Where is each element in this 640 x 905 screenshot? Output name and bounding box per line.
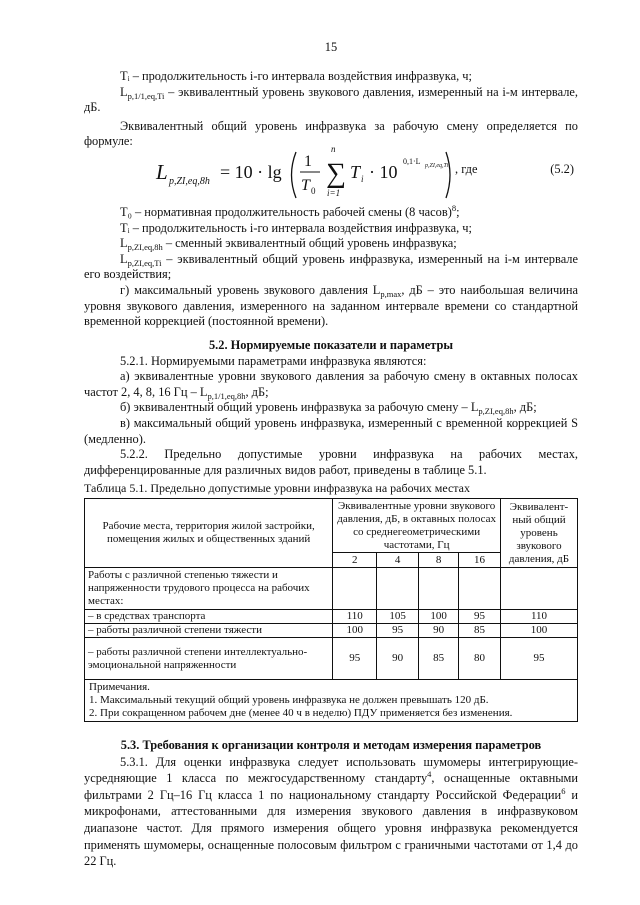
value-cell: 95: [459, 610, 501, 624]
fraction-numerator: 1: [304, 153, 312, 170]
empty-cell: [501, 568, 578, 610]
empty-cell: [419, 568, 459, 610]
item-g: [84, 283, 578, 330]
value-cell: 95: [333, 638, 377, 680]
value-cell: 85: [419, 638, 459, 680]
formula-term: T: [350, 162, 361, 182]
def-lp-interval: [84, 85, 578, 116]
value-cell: 80: [459, 638, 501, 680]
page-number: 15: [324, 40, 338, 54]
value-cell: 90: [419, 624, 459, 638]
def-t0: [84, 205, 578, 221]
footnote-ref: 8: [451, 203, 457, 213]
freq-header: 2: [333, 553, 377, 568]
table-header-row: [85, 499, 578, 553]
formula-number: (5.2): [550, 162, 574, 176]
item-b: [84, 400, 578, 416]
item-v: в) максимальный общий уровень инфразвука, измеренный с временной коррекцией S (медленно).: [84, 415, 578, 446]
section-5-2: [84, 338, 578, 478]
formula-lhs: L: [156, 160, 168, 184]
def-ti-2: Tᵢ – продолжительность i-го интервала воздействия инфразвука, ч;: [120, 220, 472, 235]
table-row: [85, 624, 578, 638]
value-cell: 110: [333, 610, 377, 624]
formula-exponent-sub: p,ZI,eq,Ti: [425, 163, 449, 169]
paragraph-text: , оснащенные октавными фильтрами 2 Гц–16 Гц класса 1 по национальному стандарту Российской Федерации: [84, 771, 578, 802]
formula-where: , где: [455, 162, 478, 176]
item-text: б) эквивалентный общий уровень инфразвука за рабочую смену – L: [120, 400, 479, 415]
value-cell: 105: [377, 610, 419, 624]
group-label: Работы с различной степенью тяжести и напряженности трудового процесса на рабочих местах:: [85, 568, 333, 610]
formula-intro: Эквивалентный общий уровень инфразвука за рабочую смену определяется по формуле:: [84, 118, 578, 149]
norms-table: [84, 498, 578, 722]
freq-header: 8: [419, 553, 459, 568]
symbol-subscript: p,1/1,eq,Ti: [127, 90, 165, 101]
item-text: , дБ – это наибольшая величина уровня звукового давления, измеренного на заданном интервале времени со стандартной временной коррекцией (постоянной времени).: [84, 282, 578, 329]
freq-header: 4: [377, 553, 419, 568]
formula-graphic: [154, 140, 454, 204]
item-text: , дБ;: [245, 384, 269, 399]
section-5-2-heading: 5.2. Нормируемые показатели и параметры: [208, 338, 454, 352]
formula-power-base: · 10: [369, 162, 398, 182]
para-5-2-2: 5.2.2. Предельно допустимые уровни инфразвука на рабочих местах, дифференцированные для различных видов работ, приведены в таблице 5.1.: [84, 447, 578, 477]
top-definitions: [84, 69, 578, 150]
sum-sign: ∑: [326, 158, 346, 189]
def-ti: Tᵢ – продолжительность i-го интервала воздействия инфразвука, ч;: [120, 69, 472, 83]
value-cell: 85: [459, 624, 501, 638]
def-lti: [84, 252, 578, 283]
symbol-subscript: p,ZI,eq,Ti: [127, 257, 162, 268]
definition-text: – сменный эквивалентный общий уровень инфразвука;: [162, 236, 457, 251]
definition-text: – эквивалентный общий уровень инфразвука, измеренный на i-м интервале его воздействия;: [84, 251, 578, 282]
paragraph-text: и микрофонами, аттестованными для измерения звукового давления в инфразвуковом диапазоне частот. Для прямого измерения общего уровня инфразвука рекомендуется применять шумомеры, оснащенные полосовым фильтром с граничными частотами от 1,4 до 22 Гц.: [84, 787, 579, 869]
footnote-ref: 6: [561, 785, 566, 796]
item-text: г) максимальный уровень звукового давления L: [120, 282, 381, 297]
symbol-subscript: p,ZI,eq,8h: [127, 242, 163, 253]
freq-header: 16: [459, 553, 501, 568]
left-paren: [292, 152, 297, 198]
formula-definitions: [84, 205, 578, 330]
empty-cell: [459, 568, 501, 610]
total-cell: 95: [501, 638, 578, 680]
table-group-row: [85, 568, 578, 610]
formula-equals: = 10 · lg: [220, 162, 282, 182]
value-cell: 100: [333, 624, 377, 638]
symbol: L: [120, 84, 128, 99]
row-label: – работы различной степени тяжести: [85, 624, 333, 638]
symbol: L: [120, 251, 128, 266]
table-row: [85, 638, 578, 680]
item-a: [84, 369, 578, 400]
definition-text: T₀ – нормативная продолжительность рабочей смены (8 часов): [120, 205, 452, 219]
total-cell: 110: [501, 610, 578, 624]
table-notes-row: [85, 680, 578, 722]
formula-exponent: 0,1·L: [403, 157, 421, 166]
symbol: L: [120, 236, 128, 251]
definition-text: – эквивалентный уровень звукового давления, измеренный на i-м интервале, дБ.: [84, 84, 578, 115]
formula-5-2: [84, 140, 578, 204]
symbol-subscript: p,max: [380, 288, 402, 299]
sum-lower-limit: i=1: [327, 188, 341, 198]
para-5-3-1: [84, 754, 578, 870]
section-5-3-heading: 5.3. Требования к организации контроля и методам измерения параметров: [120, 738, 542, 752]
paragraph-text: 5.3.1. Для оценки инфразвука следует использовать шумомеры интегрирующие-усредняющие 1 класса по межгосударственному стандарту: [84, 754, 578, 786]
value-cell: 100: [419, 610, 459, 624]
item-text: , дБ;: [513, 400, 537, 415]
footnote-ref: 4: [427, 769, 432, 780]
header-total-level: Эквивалент-ный общий уровень звукового давления, дБ: [501, 499, 578, 568]
value-cell: 95: [377, 624, 419, 638]
para-5-2-1: 5.2.1. Нормируемыми параметрами инфразвука являются:: [120, 353, 427, 368]
empty-cell: [333, 568, 377, 610]
table-notes: [85, 680, 578, 722]
total-cell: 100: [501, 624, 578, 638]
empty-cell: [377, 568, 419, 610]
table-row: [85, 610, 578, 624]
def-l8h: [84, 236, 578, 252]
formula-term-sub: i: [361, 174, 364, 184]
fraction-denominator-sub: 0: [311, 186, 316, 196]
row-label: – в средствах транспорта: [85, 610, 333, 624]
note-2: 2. При сокращенном рабочем дне (менее 40 ч в неделю) ПДУ применяется без изменения.: [89, 707, 513, 719]
punctuation: ;: [456, 205, 460, 219]
notes-title: Примечания.: [89, 681, 150, 693]
formula-lhs-sub: p,ZI,eq,8h: [169, 176, 210, 187]
symbol-subscript: p,1/1,eq,8h: [207, 390, 246, 401]
row-label: – работы различной степени интеллектуально-эмоциональной напряженности: [85, 638, 333, 680]
symbol-subscript: p,ZI,eq,8h: [478, 406, 514, 417]
header-workplaces: Рабочие места, территория жилой застройки, помещения жилых и общественных зданий: [85, 499, 333, 568]
fraction-denominator: T: [301, 177, 310, 194]
value-cell: 90: [377, 638, 419, 680]
right-paren: [446, 152, 450, 198]
section-5-3: [84, 738, 578, 870]
header-octave-levels: Эквивалентные уровни звукового давления, дБ, в октавных полосах со среднегеометрическими частотами, Гц: [333, 499, 501, 553]
sum-upper-limit: n: [331, 144, 336, 154]
item-text: а) эквивалентные уровни звукового давления за рабочую смену в октавных полосах частот 2, 4, 8, 16 Гц – L: [84, 369, 578, 399]
note-1: 1. Максимальный текущий общий уровень инфразвука не должен превышать 120 дБ.: [89, 694, 489, 706]
table-caption: Таблица 5.1. Предельно допустимые уровни инфразвука на рабочих местах: [84, 481, 470, 495]
